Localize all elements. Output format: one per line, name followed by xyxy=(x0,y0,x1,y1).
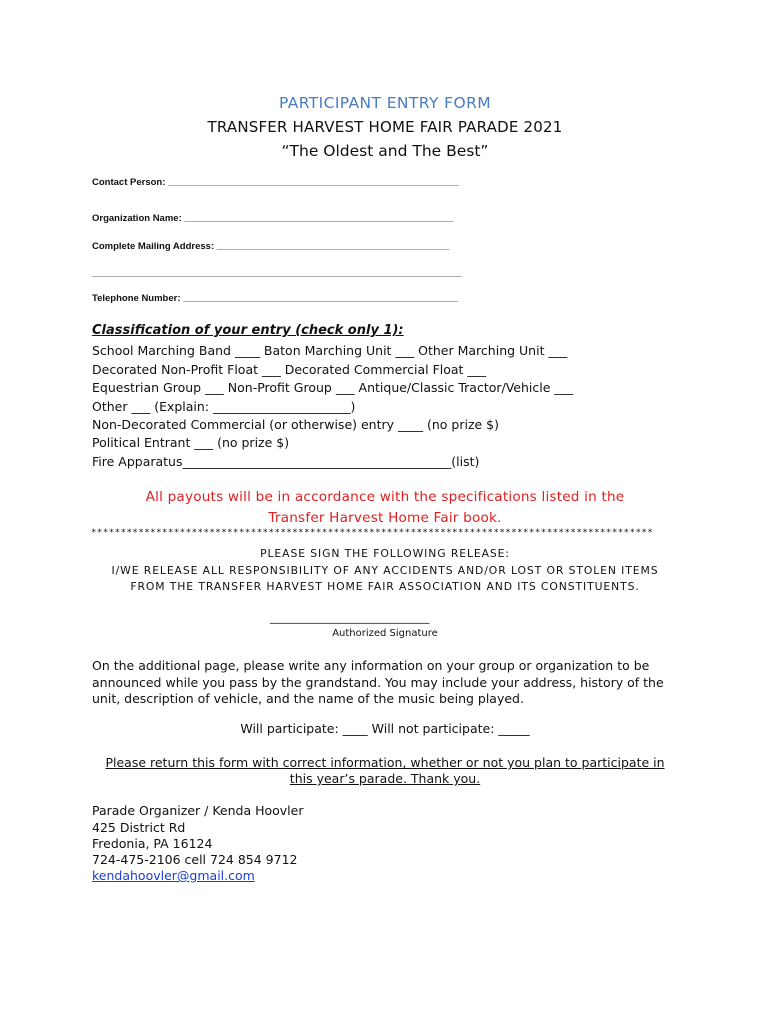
additional-info-line3: unit, description of vehicle, and the name of the music being played. xyxy=(92,691,524,706)
participation-choice[interactable]: Will participate: ____ Will not participate: _____ xyxy=(240,721,530,736)
additional-info-line1: On the additional page, please write any information on your group or organization to be xyxy=(92,658,650,673)
signature-line[interactable]: _____________________________ xyxy=(270,611,430,624)
telephone-number-field[interactable]: Telephone Number: ____________________________________________________ xyxy=(92,293,458,304)
classification-option[interactable]: Non-Decorated Commercial (or otherwise) entry ____ (no prize $) xyxy=(92,417,500,432)
payout-notice-line1: All payouts will be in accordance with the specifications listed in the xyxy=(145,489,625,505)
classification-option[interactable]: School Marching Band ____ Baton Marching Unit ___ Other Marching Unit ___ xyxy=(92,343,568,358)
classification-option[interactable]: Equestrian Group ___ Non-Profit Group ___ Antique/Classic Tractor/Vehicle ___ xyxy=(92,380,574,395)
organizer-email-link[interactable]: kendahoovler@gmail.com xyxy=(92,868,255,883)
organization-name-field[interactable]: Organization Name: ___________________________________________________ xyxy=(92,213,454,224)
motto: “The Oldest and The Best” xyxy=(281,142,489,160)
signature-label: Authorized Signature xyxy=(332,628,438,639)
mailing-address-field[interactable]: Complete Mailing Address: ____________________________________________ xyxy=(92,241,450,252)
mailing-address-field-line2[interactable]: ______________________________________________________________________ xyxy=(92,268,462,279)
classification-option[interactable]: Fire Apparatus___________________________________________(list) xyxy=(92,454,480,469)
asterisk-separator: *********************************************************************************************** xyxy=(91,528,654,538)
parade-title: TRANSFER HARVEST HOME FAIR PARADE 2021 xyxy=(207,118,563,136)
return-note-line1: Please return this form with correct information, whether or not you plan to participate in xyxy=(105,755,665,770)
classification-option[interactable]: Other ___ (Explain: ______________________) xyxy=(92,399,356,414)
form-title: PARTICIPANT ENTRY FORM xyxy=(278,94,492,112)
classification-option[interactable]: Political Entrant ___ (no prize $) xyxy=(92,435,290,450)
contact-person-field[interactable]: Contact Person: _______________________________________________________ xyxy=(92,177,459,188)
organizer-city: Fredonia, PA 16124 xyxy=(92,836,213,851)
organizer-phone: 724-475-2106 cell 724 854 9712 xyxy=(92,852,298,867)
release-text-line2: FROM THE TRANSFER HARVEST HOME FAIR ASSOCIATION AND ITS CONSTITUENTS. xyxy=(130,580,640,593)
payout-notice-line2: Transfer Harvest Home Fair book. xyxy=(268,510,502,526)
classification-option[interactable]: Decorated Non-Profit Float ___ Decorated Commercial Float ___ xyxy=(92,362,487,377)
release-heading: PLEASE SIGN THE FOLLOWING RELEASE: xyxy=(260,547,510,560)
organizer-name: Parade Organizer / Kenda Hoovler xyxy=(92,803,304,818)
release-text-line1: I/WE RELEASE ALL RESPONSIBILITY OF ANY ACCIDENTS AND/OR LOST OR STOLEN ITEMS xyxy=(111,564,659,577)
organizer-street: 425 District Rd xyxy=(92,820,186,835)
classification-heading: Classification of your entry (check only 1): xyxy=(92,323,404,338)
additional-info-line2: announced while you pass by the grandstand. You may include your address, history of the xyxy=(92,675,664,690)
return-note-line2: this year’s parade. Thank you. xyxy=(289,771,481,786)
